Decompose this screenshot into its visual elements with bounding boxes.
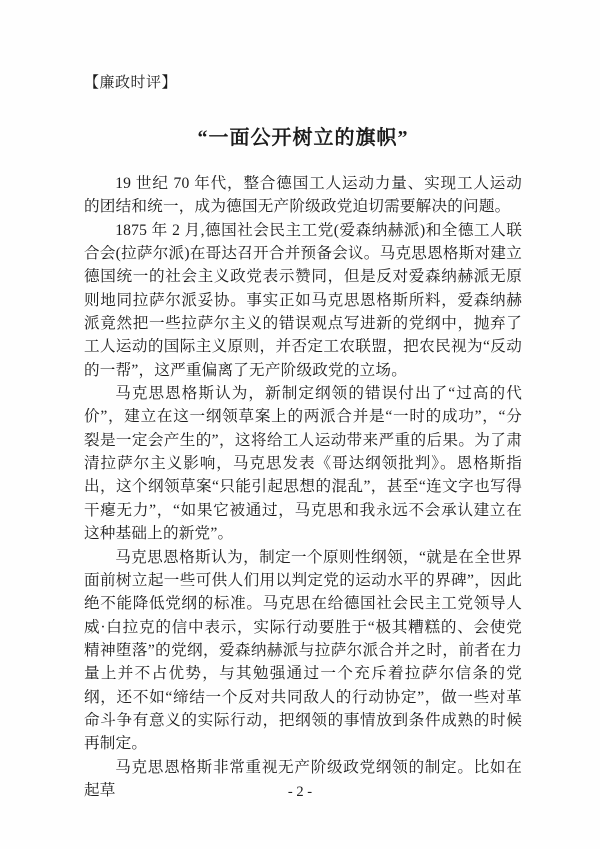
paragraph-1: 19 世纪 70 年代，整合德国工人运动力量、实现工人运动的团结和统一，成为德国无产阶级政党迫切需要解决的问题。 [84,175,522,216]
paragraph-2: 1875 年 2 月,德国社会民主工党(爱森纳赫派)和全德工人联合会(拉萨尔派)在哥达召开合并预备会议。马克思恩格斯对建立德国统一的社会主义政党表示赞同，但是反对爱森纳赫派无原则地同拉萨尔派妥协。事实正如马克思恩格斯所料，爱森纳赫派竟然把一些拉萨尔主义的错误观点写进新的党纲中，抛弃了工人运动的国际主义原则，并否定工农联盟，把农民视为“反动的一帮”，这严重偏离了无产阶级政党的立场。 [84,221,522,379]
paragraph-5: 马克思恩格斯非常重视无产阶级政党纲领的制定。比如在起草 [84,758,522,799]
paragraph-3: 马克思恩格斯认为，新制定纲领的错误付出了“过高的代价”，建立在这一纲领草案上的两派合并是“一时的成功”，“分裂是一定会产生的”，这将给工人运动带来严重的后果。为了肃清拉萨尔主义影响，马克思发表《哥达纲领批判》。恩格斯指出，这个纲领草案“只能引起思想的混乱”，甚至“连文字也写得干瘪无力”，“如果它被通过，马克思和我永远不会承认建立在这种基础上的新党”。 [84,385,522,543]
paragraph-4: 马克思恩格斯认为，制定一个原则性纲领，“就是在全世界面前树立起一些可供人们用以判定党的运动水平的界碑”，因此绝不能降低党纲的标准。马克思在给德国社会民主工党领导人威·白拉克的信中表示，实际行动要胜于“极其糟糕的、会使党精神堕落”的党纲，爱森纳赫派与拉萨尔派合并之时，前者在力量上并不占优势，与其勉强通过一个充斥着拉萨尔信条的党纲，还不如“缔结一个反对共同敌人的行动协定”，做一些对革命斗争有意义的实际行动，把纲领的事情放到条件成熟的时候再制定。 [84,548,522,753]
article-body [84,172,522,802]
page-number: - 2 - [287,784,313,800]
article-title: “一面公开树立的旗帜” [197,127,409,149]
column-tag: 【廉政时评】 [84,75,178,91]
